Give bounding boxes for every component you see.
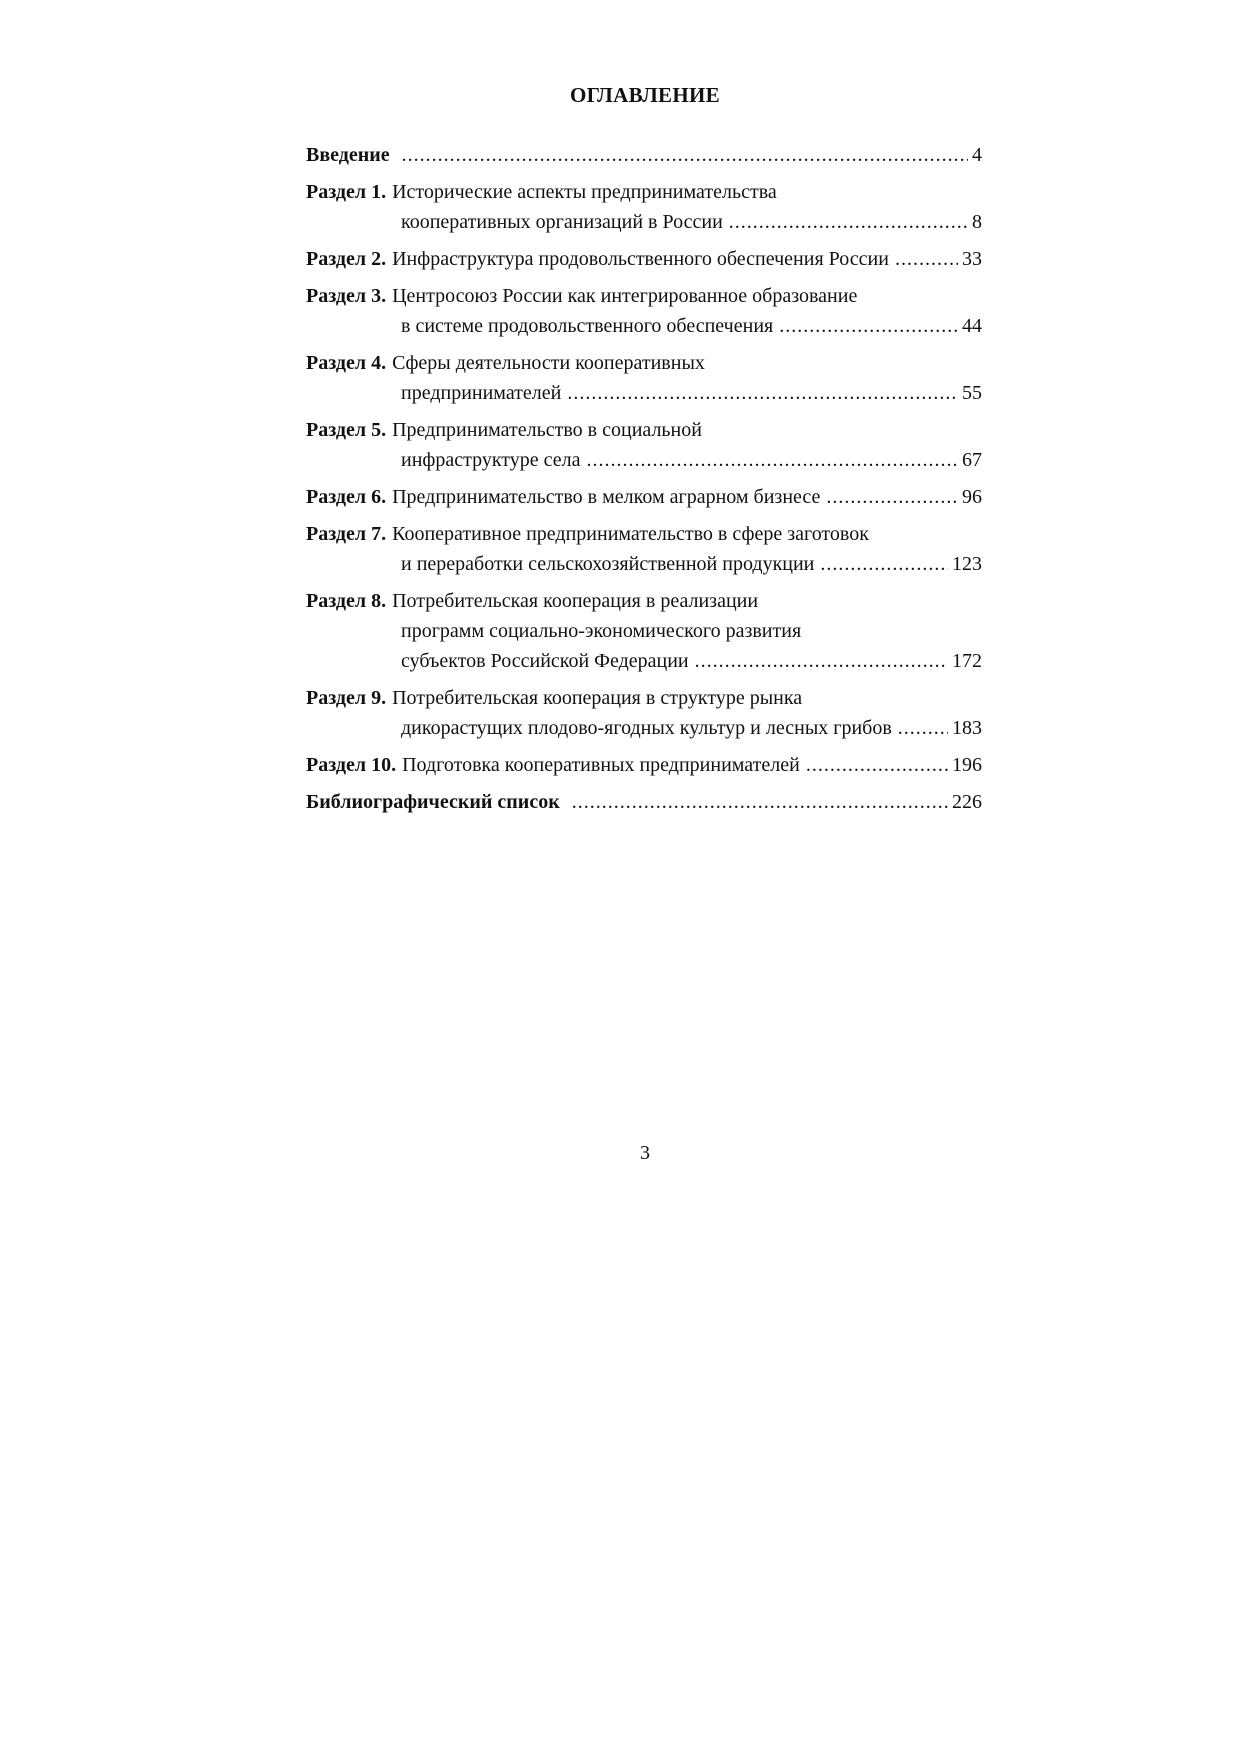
toc-entry-label: Раздел 9. [306, 687, 387, 709]
toc-entry-text: кооперативных организаций в России [401, 211, 723, 233]
toc-entry-text: предпринимателей [401, 382, 562, 404]
dot-leader [806, 750, 948, 780]
dot-leader [898, 713, 948, 743]
toc-entry-text: Инфраструктура продовольственного обеспечения России [392, 248, 889, 270]
toc-entry-label: Раздел 4. [306, 352, 387, 374]
toc-entry-bibliography[interactable] [306, 787, 982, 817]
page-number: 3 [640, 1142, 650, 1164]
toc-entry-section-9[interactable] [306, 683, 982, 743]
toc-entry-section-3[interactable] [306, 281, 982, 341]
dot-leader [695, 646, 948, 676]
toc-page-number: 67 [962, 449, 982, 471]
toc-entry-label: Раздел 1. [306, 181, 387, 203]
toc-entry-text: программ социально-экономического развития [401, 620, 802, 642]
toc-entry-text: Предпринимательство в мелком аграрном бизнесе [392, 486, 821, 508]
toc-entry-section-8[interactable] [306, 586, 982, 676]
toc-entry-label: Раздел 3. [306, 285, 387, 307]
toc-entry-section-1[interactable] [306, 177, 982, 237]
toc-page-number: 44 [962, 315, 982, 337]
toc-entry-section-10[interactable] [306, 750, 982, 780]
dot-leader [820, 549, 948, 579]
dot-leader [779, 311, 958, 341]
toc-page-number: 226 [952, 791, 982, 813]
dot-leader [567, 378, 958, 408]
toc-entry-text: Подготовка кооперативных предпринимателей [402, 754, 800, 776]
dot-leader [587, 445, 958, 475]
toc-page-number: 55 [962, 382, 982, 404]
table-of-contents [306, 140, 982, 817]
toc-entry-text: Предпринимательство в социальной [392, 419, 702, 441]
toc-entry-section-7[interactable] [306, 519, 982, 579]
toc-page-number: 172 [952, 650, 982, 672]
toc-page-number: 4 [972, 144, 982, 166]
toc-entry-label: Раздел 8. [306, 590, 387, 612]
toc-page-number: 123 [952, 553, 982, 575]
toc-entry-text: Кооперативное предпринимательство в сфере заготовок [392, 523, 869, 545]
toc-entry-text: и переработки сельскохозяйственной продукции [401, 553, 815, 575]
dot-leader [826, 482, 958, 512]
toc-entry-section-6[interactable] [306, 482, 982, 512]
toc-entry-label: Раздел 6. [306, 486, 387, 508]
dot-leader [895, 244, 958, 274]
toc-entry-text: Центросоюз России как интегрированное образование [392, 285, 858, 307]
dot-leader [572, 787, 948, 817]
toc-entry-section-4[interactable] [306, 348, 982, 408]
toc-entry-text: инфраструктуре села [401, 449, 581, 471]
toc-page-number: 183 [952, 717, 982, 739]
toc-page-number: 33 [962, 248, 982, 270]
toc-entry-text: Сферы деятельности кооперативных [392, 352, 705, 374]
toc-entry-label: Раздел 5. [306, 419, 387, 441]
toc-entry-text: в системе продовольственного обеспечения [401, 315, 774, 337]
toc-entry-label: Введение [306, 144, 390, 166]
toc-entry-label: Библиографический список [306, 791, 560, 813]
toc-entry-label: Раздел 2. [306, 248, 387, 270]
toc-entry-label: Раздел 7. [306, 523, 387, 545]
toc-entry-text: субъектов Российской Федерации [401, 650, 689, 672]
toc-entry-text: Потребительская кооперация в реализации [392, 590, 759, 612]
toc-entry-section-5[interactable] [306, 415, 982, 475]
toc-entry-text: Исторические аспекты предпринимательства [392, 181, 777, 203]
toc-page-number: 96 [962, 486, 982, 508]
toc-entry-introduction[interactable] [306, 140, 982, 170]
toc-page-number: 196 [952, 754, 982, 776]
toc-entry-text: дикорастущих плодово-ягодных культур и лесных грибов [401, 717, 892, 739]
toc-entry-label: Раздел 10. [306, 754, 397, 776]
toc-page-number: 8 [972, 211, 982, 233]
toc-entry-section-2[interactable] [306, 244, 982, 274]
page-title: ОГЛАВЛЕНИЕ [570, 83, 720, 107]
toc-entry-text: Потребительская кооперация в структуре рынка [392, 687, 803, 709]
dot-leader [729, 207, 968, 237]
dot-leader [402, 140, 968, 170]
